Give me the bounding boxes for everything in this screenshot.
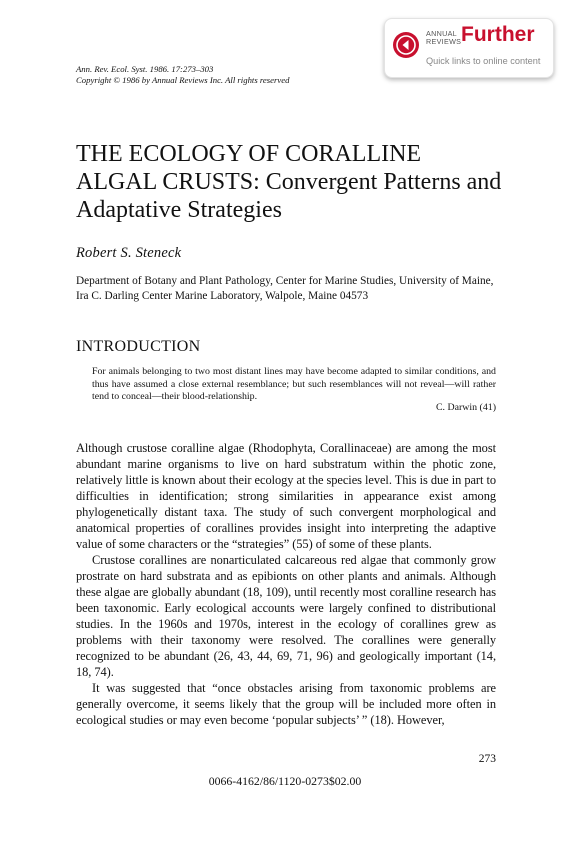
paragraph: Crustose corallines are nonarticulated calcareous red algae that commonly grow prostrate on hard substrata and as epibionts on other plants and animals. Although these algae are globally abundant (18, 109), until recently most coralline research has been taxonomic. Early ecological accounts were largely confined to distributional studies. In the 1960s and 1970s, interest in the ecology of corallines grew as problems with their taxonomy were resolved. The corallines were generally recognized to be abundant (26, 43, 44, 69, 71, 96) and geologically important (14, 18, 74). <box>76 553 496 679</box>
epigraph-quote: For animals belonging to two most distant lines may have become adapted to similar conditions, and thus have assumed a close external resemblance; but such resemblances will not reveal—will rather tend to conceal—their blood-relationship. <box>92 366 496 403</box>
publisher-wordmark <box>426 30 461 46</box>
epigraph-attribution: C. Darwin (41) <box>435 402 496 413</box>
author-affiliation: Department of Botany and Plant Pathology, Center for Marine Studies, University of Maine, Ira C. Darling Center Marine Laboratory, Walpole, Maine 04573 <box>76 275 494 302</box>
section-heading: INTRODUCTION <box>76 338 201 355</box>
further-badge[interactable] <box>384 18 554 78</box>
copyright-notice: Copyright © 1986 by Annual Reviews Inc. All rights reserved <box>76 74 290 85</box>
paragraph: It was suggested that “once obstacles arising from taxonomic problems are generally overcome, it seems likely that the group will be included more often in ecological studies or may even become ‘popular subjects’ ” (18). However, <box>76 681 496 727</box>
publisher-line-2: REVIEWS <box>426 37 462 46</box>
quick-links-link[interactable]: Quick links to online content <box>426 56 541 66</box>
journal-citation: Ann. Rev. Ecol. Syst. 1986. 17:273–303 <box>76 64 214 74</box>
author-name: Robert S. Steneck <box>76 245 182 261</box>
body-text <box>76 440 496 728</box>
page-number: 273 <box>478 753 496 765</box>
publisher-line-1: ANNUAL <box>426 29 457 38</box>
further-brand: Further <box>461 23 535 46</box>
article-code: 0066-4162/86/1120-0273$02.00 <box>208 774 362 788</box>
paragraph: Although crustose coralline algae (Rhodophyta, Corallinaceae) are among the most abundant marine organisms to live on hard substratum within the photic zone, relatively little is known about their ecology at the species level. This is due in part to difficulties in identification; strong similarities in appearance exist among phylogenetically distant taxa. The study of such convergent morphological and anatomical properties of corallines provides insight into interpreting the adaptive value of some characters or the “strategies” (55) of some of these plants. <box>76 441 496 551</box>
article-title: THE ECOLOGY OF CORALLINE ALGAL CRUSTS: Convergent Patterns and Adaptative Strategies <box>76 141 502 223</box>
journal-reference <box>76 64 289 85</box>
arrow-left-icon <box>393 32 419 58</box>
